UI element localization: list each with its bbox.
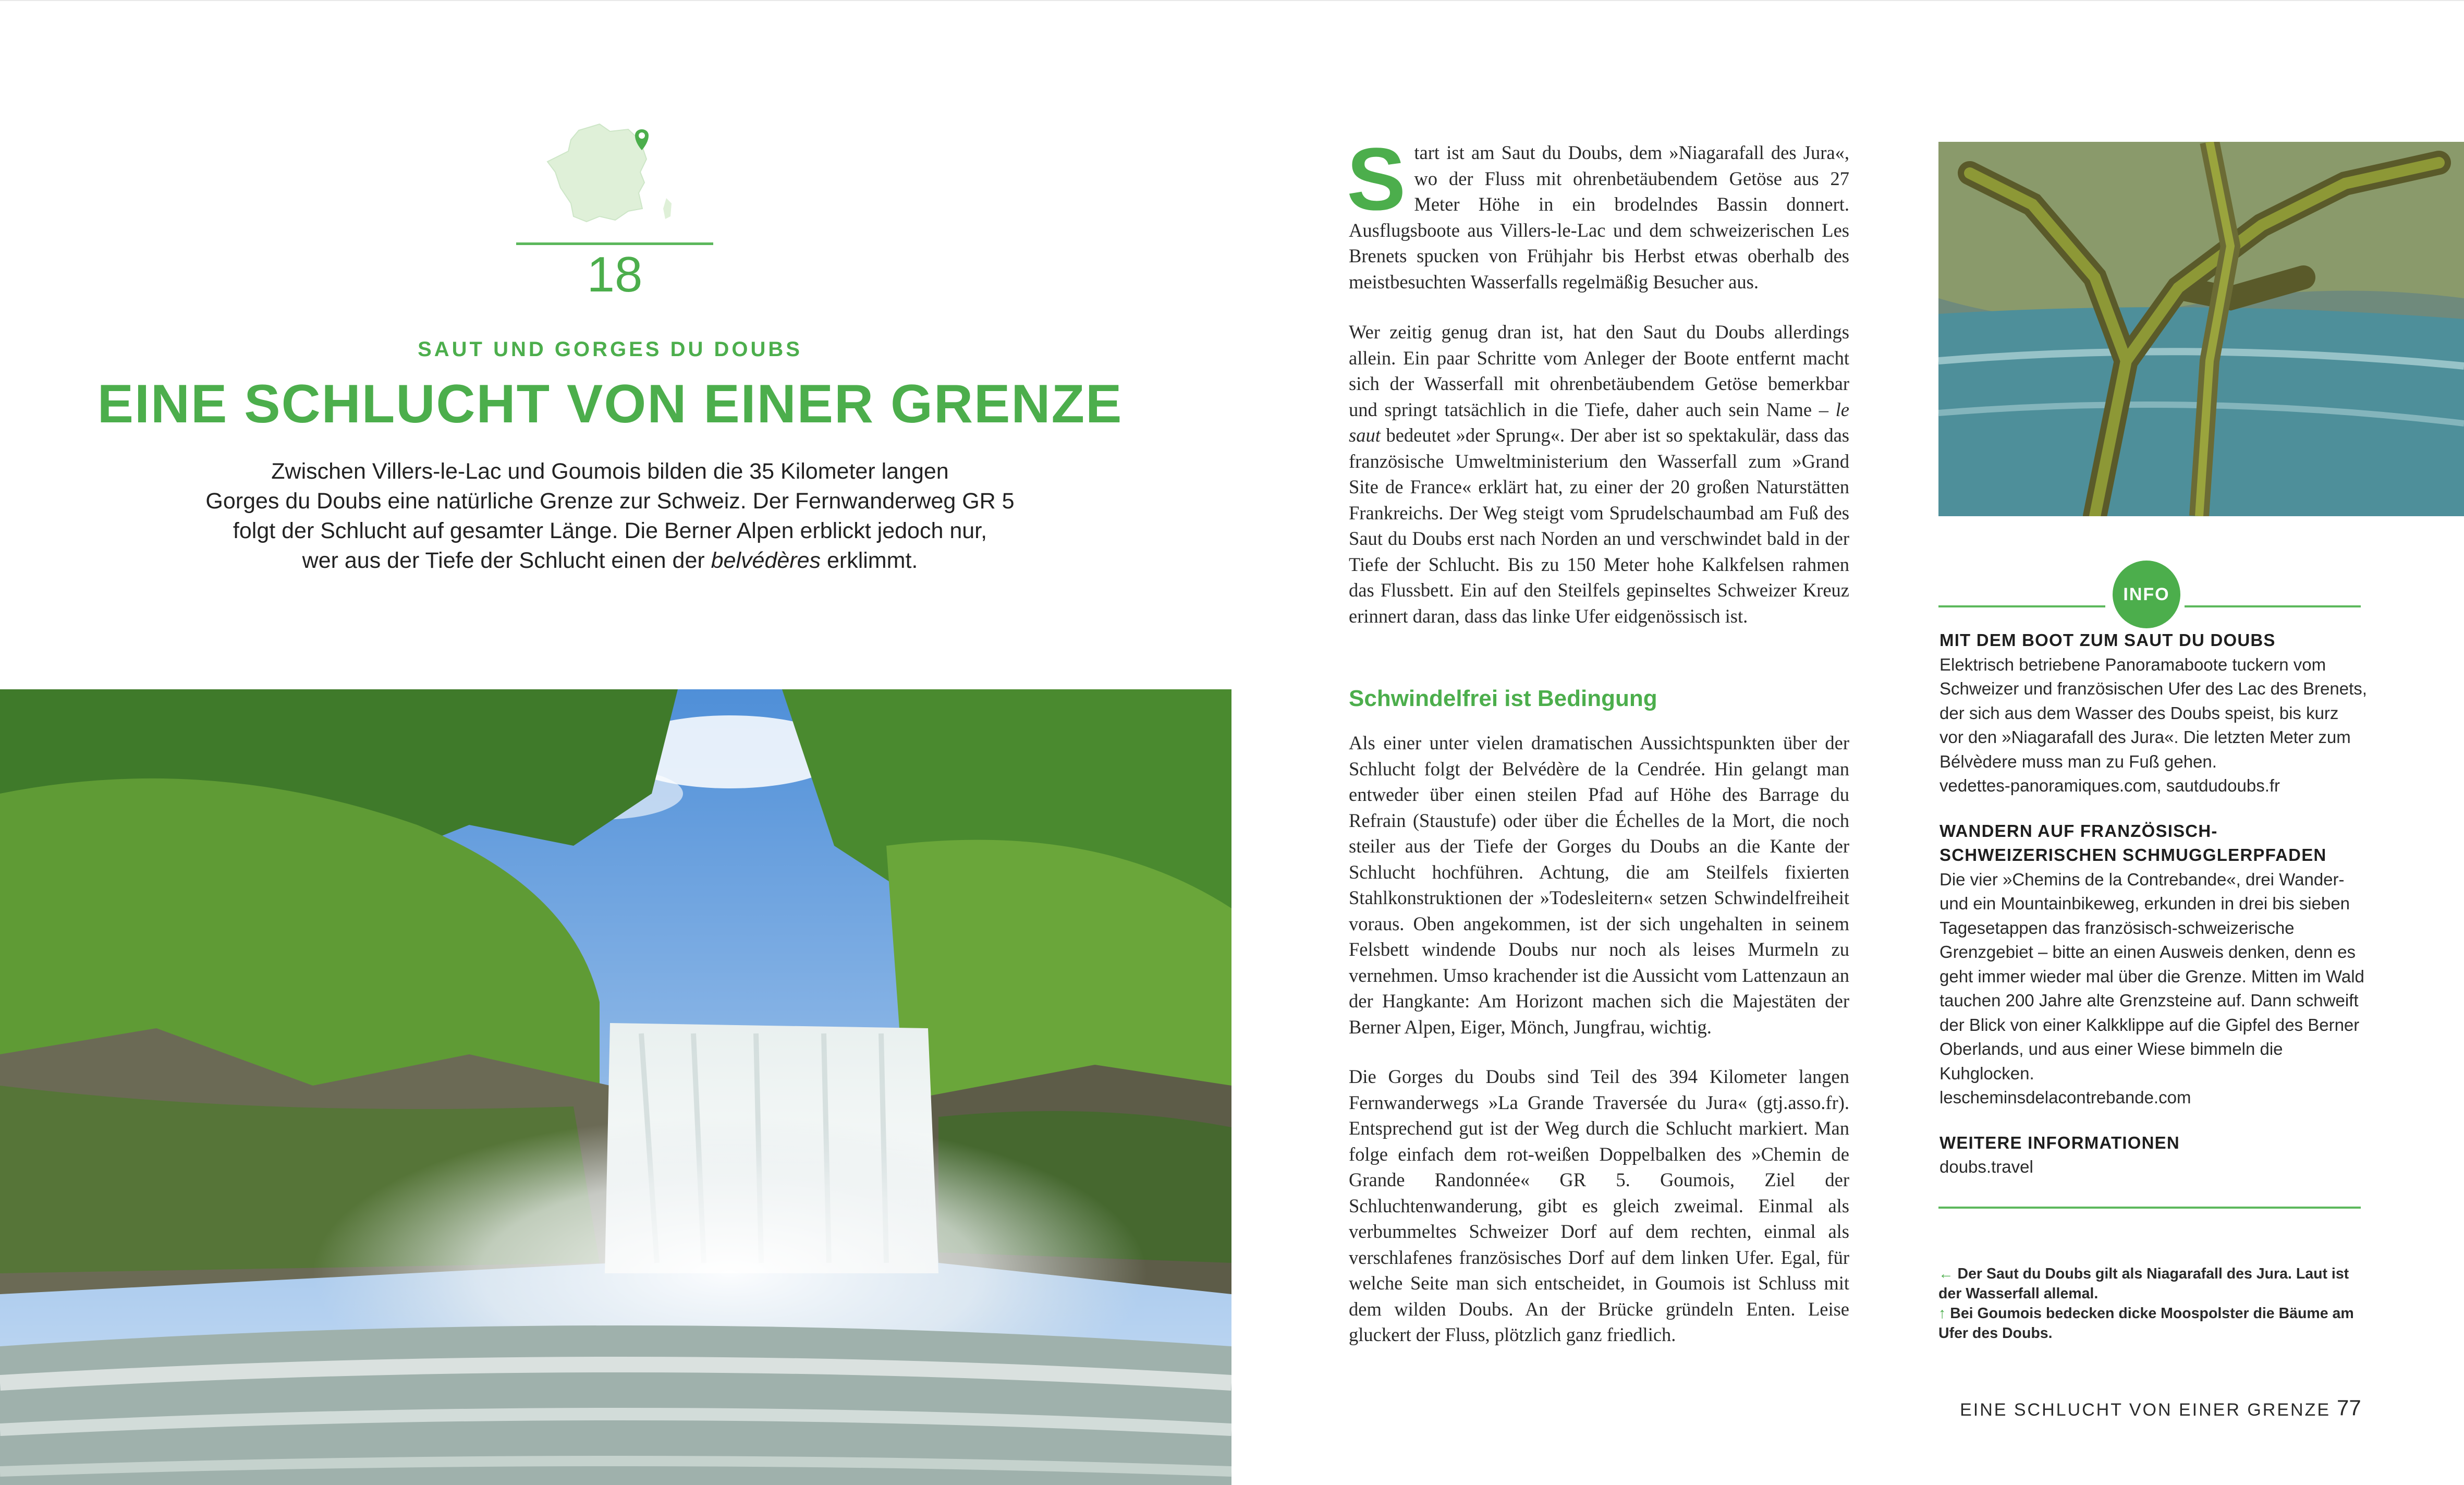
lead-line: Gorges du Doubs eine natürliche Grenze zur Schweiz. Der Fernwanderweg GR 5 xyxy=(205,489,1015,514)
body-paragraph xyxy=(1347,130,1849,295)
info-bottom-rule xyxy=(1938,1207,2361,1209)
info-section-link[interactable]: vedettes-panoramiques.com, sautdudoubs.fr xyxy=(1940,776,2280,795)
section-subhead: Schwindelfrei ist Bedingung xyxy=(1349,686,1657,711)
caption-waterfall xyxy=(1938,1264,2366,1304)
page-edge xyxy=(0,0,2464,1)
running-title: EINE SCHLUCHT VON EINER GRENZE xyxy=(1960,1400,2331,1420)
info-section xyxy=(1940,819,2367,1110)
body-text: tart ist am Saut du Doubs, dem »Niagarafall des Jura«, wo der Fluss mit ohrenbetäubendem Getöse aus 27 Meter Höhe in ein brodelndes Bassin donnert. Ausflugsboote aus Villers-le-Lac und dem schweizerischen Les Brenets spucken von Frühjahr bis Herbst etwas oberhalb des meistbesuchten Wasserfalls regelmäßig Besucher aus. xyxy=(1349,142,1849,293)
body-text: bedeutet »der Sprung«. Der aber ist so spektakulär, dass das französische Umweltministerium den Wasserfall zum »Grand Site de France« erklärt hat, zu einer der 20 großen Naturstätten Frankreichs. Der Weg steigt vom Sprudelschaumbad am Fuß des Saut du Doubs erst nach Norden an und verschwindet bald in der Tiefe der Schlucht. Bis zu 150 Meter hohe Kalkfelsen rahmen das Flussbett. Ein auf den Steilfels gepinseltes Schweizer Kreuz erinnert daran, dass das linke Ufer eidgenössisch ist. xyxy=(1349,424,1849,627)
body-emphasis: le saut xyxy=(1349,398,1849,446)
lead-line: folgt der Schlucht auf gesamter Länge. Die Berner Alpen erblickt jedoch nur, xyxy=(233,518,987,543)
info-section-link[interactable]: doubs.travel xyxy=(1940,1157,2033,1176)
info-section-link[interactable]: lescheminsdelacontrebande.com xyxy=(1940,1088,2191,1107)
info-rule-left xyxy=(1938,605,2105,607)
info-section-title: WANDERN AUF FRANZÖSISCH-SCHWEIZERISCHEN SCHMUGGLERPFADEN xyxy=(1940,821,2327,865)
info-section-title: MIT DEM BOOT ZUM SAUT DU DOUBS xyxy=(1940,630,2276,650)
caption-text: Der Saut du Doubs gilt als Niagarafall des Jura. Laut ist der Wasserfall allemal. xyxy=(1938,1265,2349,1302)
body-text: Wer zeitig genug dran ist, hat den Saut du Doubs allerdings allein. Ein paar Schritte vom Anleger der Boote entfernt macht sich der Wasserfall mit ohrenbetäubendem Getöse bemerkbar und springt tatsächlich in die Tiefe, daher auch sein Name – xyxy=(1349,321,1849,420)
waterfall-photo xyxy=(0,689,1231,1485)
info-badge: INFO xyxy=(2113,561,2180,628)
body-paragraph: Die Gorges du Doubs sind Teil des 394 Kilometer langen Fernwanderwegs »La Grande Traversée du Jura« (gtj.asso.fr). Entsprechend gut ist der Weg durch die Schlucht markiert. Man folge einfach dem rot-weißen Doppelbalken des »Chemin de Grande Randonnée« GR 5. Goumois, Ziel der Schluchtenwanderung, gibt es gleich zweimal. Einmal als verbummeltes Schweizer Dorf auf dem rechten, einmal als verschlafenes französisches Dorf auf dem linken Ufer. Egal, für welche Seite man sich entscheidet, in Goumois ist Schluss mit dem wilden Doubs. An der Brücke gründeln Enten. Leise gluckert der Fluss, plötzlich ganz friedlich. xyxy=(1349,1066,1849,1345)
photo-captions xyxy=(1938,1264,2366,1343)
caption-text: Bei Goumois bedecken dicke Moospolster die Bäume am Ufer des Doubs. xyxy=(1938,1305,2354,1342)
info-section xyxy=(1940,628,2367,798)
info-box xyxy=(1940,628,2367,1179)
info-section xyxy=(1940,1131,2367,1179)
lead-line: Zwischen Villers-le-Lac und Goumois bilden die 35 Kilometer langen xyxy=(271,459,949,484)
info-section-title: WEITERE INFORMATIONEN xyxy=(1940,1133,2180,1152)
lead-paragraph xyxy=(198,457,1022,576)
arrow-left-icon: ← xyxy=(1938,1265,1954,1282)
arrow-up-icon: ↑ xyxy=(1938,1305,1946,1322)
info-rule-right xyxy=(2185,605,2361,607)
lead-line: wer aus der Tiefe der Schlucht einen der belvédères erklimmt. xyxy=(302,548,918,573)
chapter-number: 18 xyxy=(587,247,643,302)
page-number: 77 xyxy=(2337,1395,2361,1420)
page-title: EINE SCHLUCHT VON EINER GRENZE xyxy=(97,374,1123,434)
caption-moss xyxy=(1938,1304,2366,1343)
body-paragraph xyxy=(1349,319,1849,629)
chapter-number-rule xyxy=(516,242,713,245)
dropcap: S xyxy=(1347,130,1406,229)
body-paragraph: Als einer unter vielen dramatischen Aussichtspunkten über der Schlucht folgt der Belvédère de la Cendrée. Hin gelangt man entweder über einen steilen Pfad auf Höhe des Barrage du Refrain (Staustufe) oder über die Échelles de la Mort, die noch steiler aus der Tiefe der Gorges du Doubs an die Kante der Schlucht hochführen. Achtung, die am Steilfels fixierten Stahlkonstruktionen der »Todesleitern« setzen Schwindelfreiheit voraus. Oben angekommen, ist der sich ungehalten in seinem Felsbett windende Doubs nur noch als leises Murmeln zu vernehmen. Umso krachender ist die Aussicht vom Lattenzaun an der Hangkante: Am Horizont machen sich die Majestäten der Berner Alpen, Eiger, Mönch, Jungfrau, wichtig. xyxy=(1349,732,1849,1038)
moss-tree-photo xyxy=(1938,142,2464,516)
info-section-text: Die vier »Chemins de la Contrebande«, drei Wander- und ein Mountainbikeweg, erkunden in drei bis sieben Tagesetappen das französisch-schweizerische Grenzgebiet – bitte an einen Ausweis denken, denn es geht immer wieder mal über die Grenze. Mitten im Wald tauchen 200 Jahre alte Grenzsteine auf. Dann schweift der Blick von einer Kalkklippe auf die Gipfel des Berner Oberlands, und aus einer Wiese bimmeln die Kuhglocken. xyxy=(1940,869,2364,1083)
info-section-text: Elektrisch betriebene Panoramaboote tuckern vom Schweizer und französischen Ufer des Lac des Brenets, der sich aus dem Wasser des Doubs speist, bis kurz vor den »Niagarafall des Jura«. Die letzten Meter zum Bélvèdere muss man zu Fuß gehen. xyxy=(1940,654,2367,771)
france-map-icon xyxy=(542,120,678,229)
kicker: SAUT UND GORGES DU DOUBS xyxy=(418,338,802,361)
